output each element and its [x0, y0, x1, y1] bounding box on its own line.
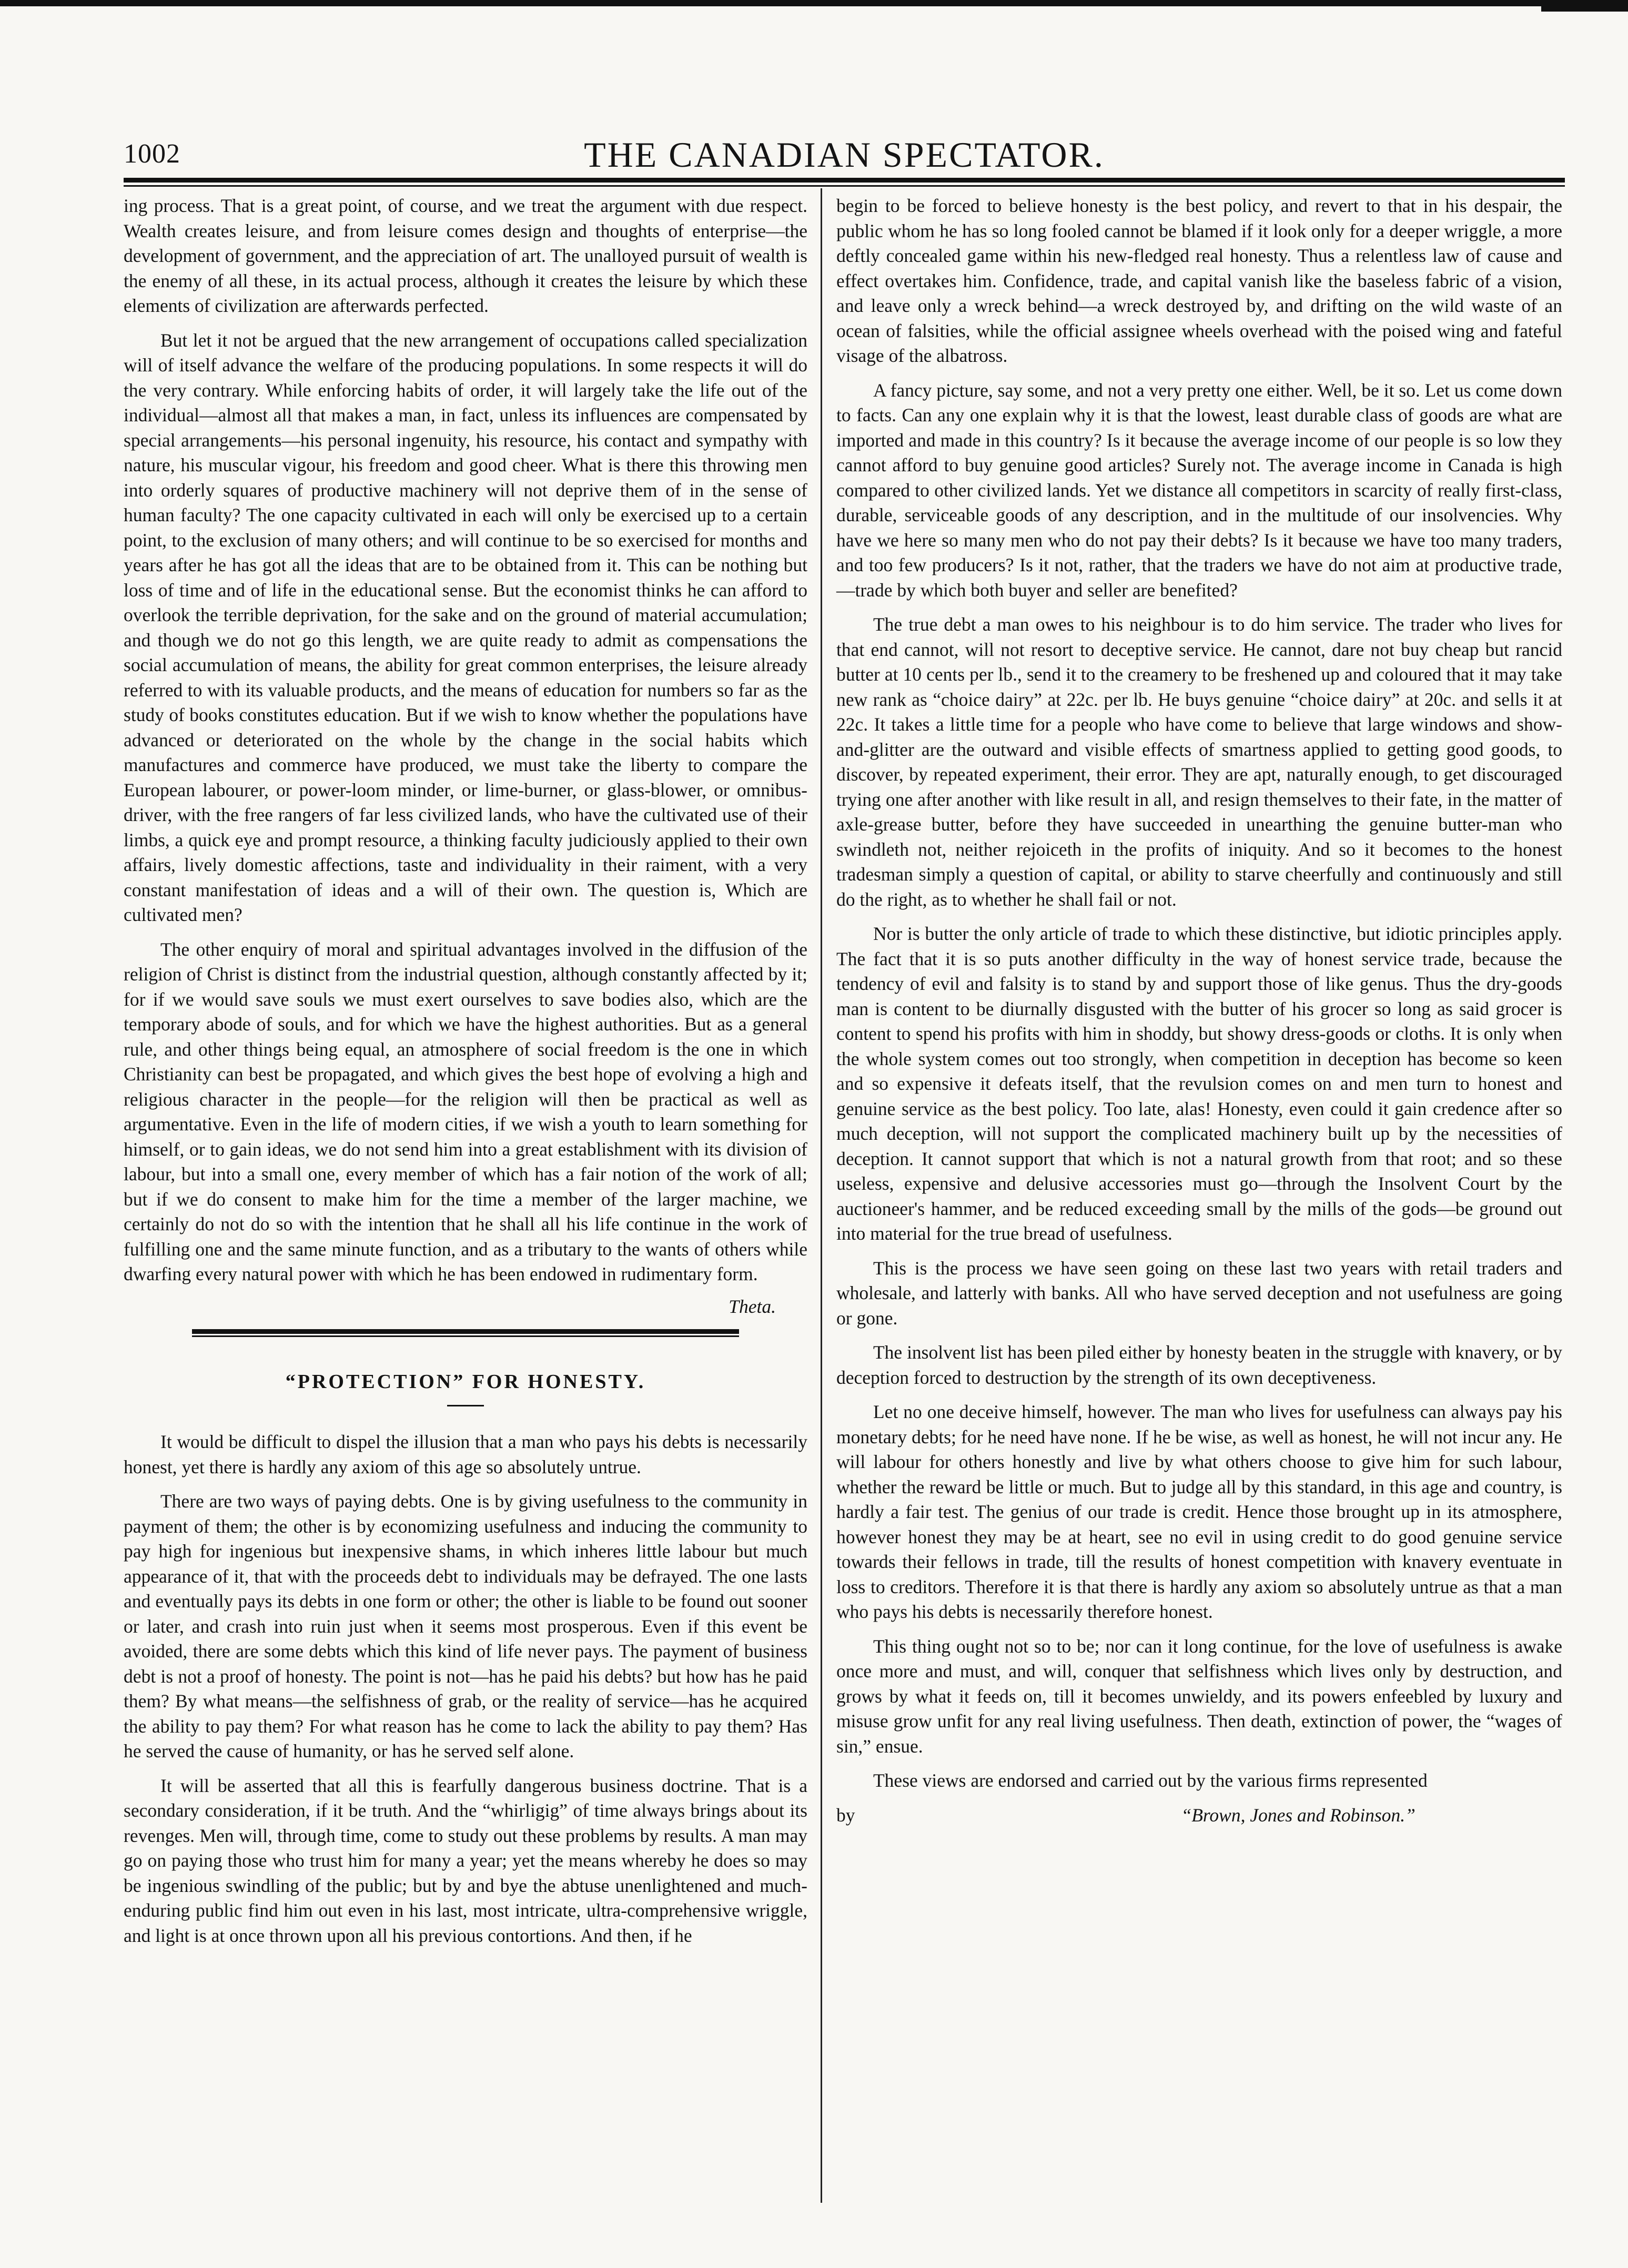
paragraph: The true debt a man owes to his neighbour is to do him service. The trader who lives for that end cannot, will not resort to deceptive service. He cannot, dare not buy cheap but rancid butter at 10 cents per lb., send it to the creamery to be freshened up and coloured that it may take new rank as “choice dairy” at 22c. per lb. He buys genuine “choice dairy” at 20c. and sells it at 22c. It takes a little time for a people who have come to believe that large windows and show-and-glitter are the outward and visible effects of smartness applied to getting good goods, to discover, by repeated experiment, their error. They are apt, naturally enough, to get discouraged trying one after another with like result in all, and resign themselves to their fate, in the matter of axle-grease butter, before they have succeeded in unearthing the genuine butter-man who swindleth not, neither rejoiceth in the profits of iniquity. And so it becomes to the honest tradesman simply a question of capital, or ability to starve cheerfully and continuously and still do the right, as to whether he shall fail or not.: [836, 614, 1562, 910]
scan-top-edge: [0, 0, 1628, 6]
scan-corner-mark: [1541, 0, 1628, 12]
paragraph: Let no one deceive himself, however. The man who lives for usefulness can always pay his monetary debts; for he need have none. If he be wise, as well as honest, he will not incur any. He will labour for others honestly and live by what others choose to give him for such labour, whether the reward be little or much. But to judge all by this standard, in this age and country, is hardly a fair test. The genius of our trade is credit. Hence those brought up in its atmosphere, however honest they may be at heart, see no evil in using credit to do good genuine service towards their fellows in trade, till the results of honest competition with knavery eventuate in loss to creditors. Therefore it is that there is hardly any axiom so absolutely untrue as that a man who pays his debts is necessarily therefore honest.: [836, 1401, 1562, 1622]
left-column: [124, 194, 807, 1958]
right-column: [836, 194, 1562, 1837]
paragraph: The insolvent list has been piled either by honesty beaten in the struggle with knavery, or by deception forced to destruction by the strength of its own deceptiveness.: [836, 1342, 1562, 1388]
paragraph: It would be difficult to dispel the illusion that a man who pays his debts is necessarily honest, yet there is hardly any axiom of this age so absolutely untrue.: [124, 1431, 807, 1477]
paragraph: This is the process we have seen going on these last two years with retail traders and wholesale, and latterly with banks. All who have served deception and not usefulness are going or gone.: [836, 1257, 1562, 1329]
closing-line: [836, 1803, 1562, 1828]
paragraph: But let it not be argued that the new arrangement of occupations called specialization will of itself advance the welfare of the producing populations. In some respects it will do the very contrary. While enforcing habits of order, it will largely take the life out of the individual—almost all that makes a man, in fact, unless its influences are compensated by special arrangements—his personal ingenuity, his resource, his contact and sympathy with nature, his muscular vigour, his freedom and good cheer. What is there this throwing men into orderly squares of productive machinery will not deprive them of in the sense of human faculty? The one capacity cultivated in each will only be exercised up to a certain point, to the exclusion of many others; and will continue to be so exercised for months and years after he has got all the ideas that are to be obtained from it. This can be nothing but loss of time and of life in the educational sense. But the economist thinks he can afford to overlook the terrible deprivation, for the sake and on the ground of material accumulation; and though we do not go this length, we are quite ready to admit as compensations the social accumulation of means, the ability for great common enterprises, the leisure already referred to with its valuable products, and the means of education for numbers so far as the study of books constitutes education. But if we wish to know whether the populations have advanced or deteriorated on the whole by the change in the social habits which manufactures and commerce have produced, we must take the liberty to compare the European labourer, or power-loom minder, or lime-burner, or glass-blower, or omnibus-driver, with the free rangers of far less civilized lands, who have the cultivated use of their limbs, a quick eye and prompt resource, a thinking faculty judiciously applied to their own affairs, lively domestic affections, taste and individuality in their raiment, with a very constant manifestation of ideas and a will of their own. The question is, Which are cultivated men?: [124, 329, 807, 925]
paragraph: There are two ways of paying debts. One is by giving usefulness to the community in payment of them; the other is by economizing usefulness and inducing the community to pay high for ingenious but inexpensive shams, in which inheres little labour but much appearance of it, that with the proceeds debt to individuals may be defrayed. The one lasts and eventually pays its debts in one form or other; the other is liable to be found out sooner or later, and crash into ruin just when it seems most prosperous. Even if this event be avoided, there are some debts which this kind of life never pays. The payment of business debt is not a proof of honesty. The point is not—has he paid his debts? but how has he paid them? By what means—the selfishness of grab, or the reality of service—has he acquired the ability to pay them? For what reason has he come to lack the ability to pay them? Has he served the cause of humanity, or has he served self alone.: [124, 1491, 807, 1761]
paragraph: Nor is butter the only article of trade to which these distinctive, but idiotic principles apply. The fact that it is so puts another difficulty in the way of honest service trade, because the tendency of evil and falsity is to stand by and support those of like genus. Thus the dry-goods man is content to be diurnally disgusted with the butter of his grocer so long as said grocer is content to spend his profits with him in shoddy, but showy dress-goods or cloths. It is only when the whole system comes out too strongly, when competition in deception has become so keen and so expensive it defeats itself, that the revulsion comes on and men turn to honest and genuine service as the best policy. Too late, alas! Honesty, even could it gain credence after so much deception, will not support the complicated machinery built up by the necessities of deception. It cannot support that which is not a natural growth from that root; and so these useless, expensive and delusive accessories must go—through the Insolvent Court by the auctioneer's hammer, and be reduced exceeding small by the mills of the gods—be ground out into material for the true bread of usefulness.: [836, 923, 1562, 1244]
paragraph: These views are endorsed and carried out by the various firms represented: [873, 1770, 1428, 1791]
page-header: [124, 134, 1565, 176]
article-title: “PROTECTION” FOR HONESTY.: [285, 1370, 646, 1393]
paragraph: This thing ought not so to be; nor can it long continue, for the love of usefulness is awake once more and must, and will, conquer that selfishness which lives only by destruction, and grows by what it feeds on, till it becomes unwieldy, and its powers enfeebled by luxury and misuse grow unfit for any real living usefulness. Then death, extinction of power, the “wages of sin,” ensue.: [836, 1635, 1562, 1757]
closing-by: by: [836, 1804, 855, 1826]
title-underline: [447, 1405, 484, 1406]
paragraph: It will be asserted that all this is fearfully dangerous business doctrine. That is a secondary consideration, if it be truth. And the “whirligig” of time always brings about its revenges. Men will, through time, come to study out these problems by results. A man may go on paying those who trust him for many a year; yet the means whereby he does so may be ingenious swindling of the public; but by and bye the abtuse unenlightened and much-enduring public find him out even in his last, most intricate, ultra-comprehensive wriggle, and light is at once thrown upon all his previous contortions. And then, if he: [124, 1775, 807, 1946]
author-signature: Theta.: [729, 1295, 776, 1317]
page-number: 1002: [124, 139, 180, 169]
paragraph: begin to be forced to believe honesty is the best policy, and revert to that in his despair, the public whom he has so long fooled cannot be blamed if it look only for a deeper wriggle, a more deftly concealed game within his new-fledged real honesty. Thus a relentless law of cause and effect overtakes him. Confidence, trade, and capital vanish like the baseless fabric of a vision, and leave only a wreck behind—a wreck destroyed by, and drifting on the wild waste of an ocean of falsities, while the official assignee wheels overhead with the poised wing and fateful visage of the albatross.: [836, 195, 1562, 366]
column-divider: [821, 188, 822, 2203]
header-rule-thick: [124, 178, 1565, 183]
header-rule-thin: [124, 185, 1565, 187]
masthead-title: THE CANADIAN SPECTATOR.: [584, 135, 1105, 175]
closing-attribution: “Brown, Jones and Robinson.”: [1181, 1804, 1415, 1826]
paragraph: The other enquiry of moral and spiritual advantages involved in the diffusion of the religion of Christ is distinct from the industrial question, although constantly affected by it; for if we would save souls we must exert ourselves to save bodies also, which are the temporary abode of souls, and for which we have the highest authorities. But as a general rule, and other things being equal, an atmosphere of social freedom is the one in which Christianity can best be propagated, and which gives the best hope of evolving a high and religious character in the people—for the religion will then be practical as well as argumentative. Even in the life of modern cities, if we wish a youth to learn something for himself, or to gain ideas, we do not send him into a great establishment with its division of labour, but into a small one, every member of which has a fair notion of the work of all; but if we do consent to make him for the time a member of the larger machine, we certainly do not do so with the intention that he shall all his life continue in the work of fulfilling one and the same minute function, and as a tributary to the wants of others while dwarfing every natural power with which he has been endowed in rudimentary form.: [124, 938, 807, 1284]
article-separator: [192, 1329, 739, 1337]
paragraph: A fancy picture, say some, and not a very pretty one either. Well, be it so. Let us come down to facts. Can any one explain why it is that the lowest, least durable class of goods are what are imported and made in this country? Is it because the average income of our people is so low they cannot afford to buy genuine good articles? Surely not. The average income in Canada is high compared to other civilized lands. Yet we distance all competitors in scarcity of really first-class, durable, serviceable goods of any description, and in the multitude of our insolvencies. Why have we here so many men who do not pay their debts? Is it because we have too many traders, and too few producers? Is it not, rather, that the traders we have do not aim at productive trade,—trade by which both buyer and seller are benefited?: [836, 379, 1562, 601]
paragraph: ing process. That is a great point, of course, and we treat the argument with due respect. Wealth creates leisure, and from leisure comes design and thoughts of enterprise—the development of government, and the appreciation of art. The unalloyed pursuit of wealth is the enemy of all these, in its actual process, although it creates the leisure by which these elements of civilization are afterwards perfected.: [124, 195, 807, 316]
